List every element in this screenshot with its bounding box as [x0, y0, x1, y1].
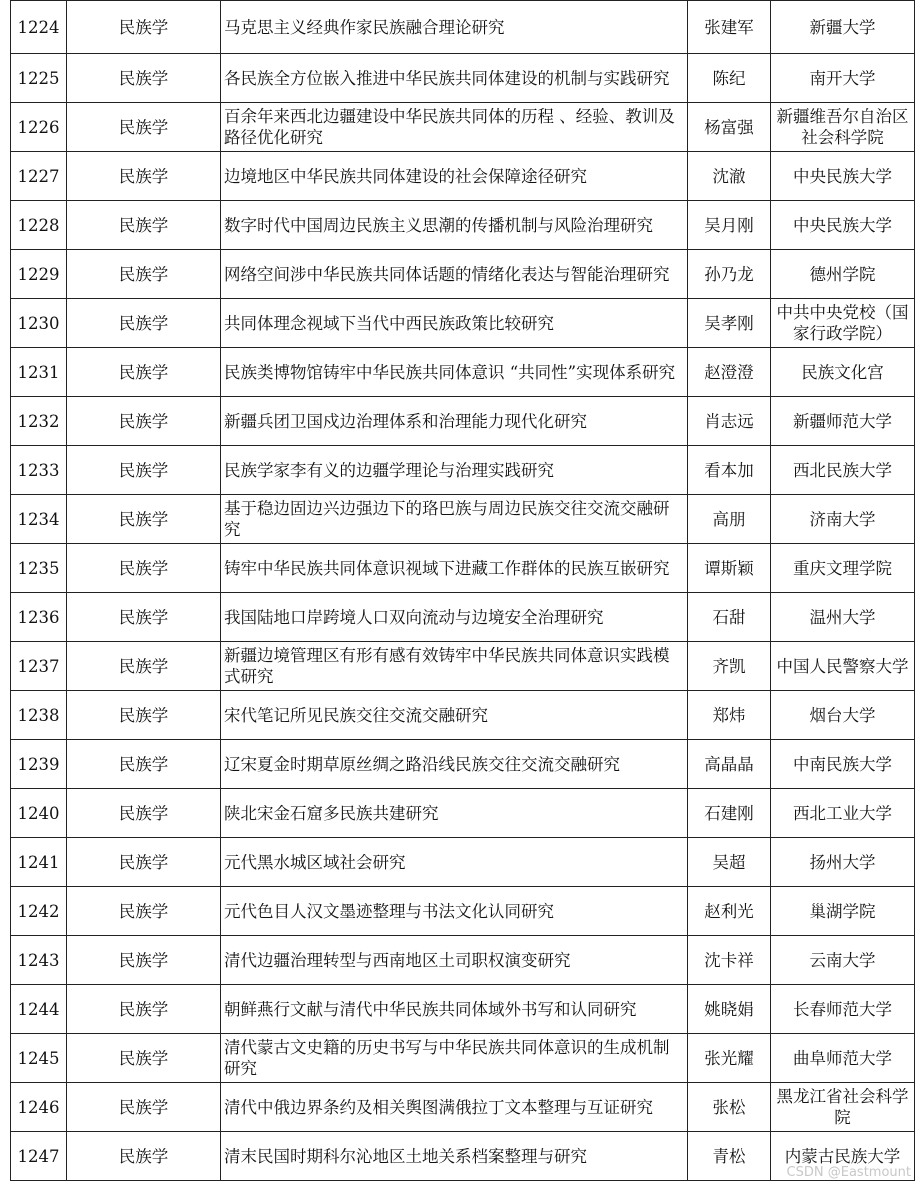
- table-row: [11, 887, 915, 936]
- institution-cell: 黑龙江省社会科学院: [771, 1083, 915, 1132]
- project-title-cell: 我国陆地口岸跨境人口双向流动与边境安全治理研究: [221, 593, 688, 642]
- project-id-cell: 1247: [11, 1132, 67, 1181]
- subject-cell: 民族学: [67, 691, 221, 740]
- project-id-cell: 1229: [11, 250, 67, 299]
- project-id-cell: 1245: [11, 1034, 67, 1083]
- table-row: [11, 250, 915, 299]
- table-row: [11, 838, 915, 887]
- project-id-cell: 1242: [11, 887, 67, 936]
- investigator-name-cell: 石建刚: [688, 789, 771, 838]
- investigator-name-cell: 石甜: [688, 593, 771, 642]
- institution-cell: 民族文化宫: [771, 348, 915, 397]
- project-title-cell: 各民族全方位嵌入推进中华民族共同体建设的机制与实践研究: [221, 54, 688, 103]
- subject-cell: 民族学: [67, 495, 221, 544]
- project-id-cell: 1240: [11, 789, 67, 838]
- investigator-name-cell: 张松: [688, 1083, 771, 1132]
- institution-cell: 中南民族大学: [771, 740, 915, 789]
- subject-cell: 民族学: [67, 446, 221, 495]
- table-row: [11, 103, 915, 152]
- subject-cell: 民族学: [67, 593, 221, 642]
- table-row: [11, 201, 915, 250]
- institution-cell: 温州大学: [771, 593, 915, 642]
- investigator-name-cell: 高晶晶: [688, 740, 771, 789]
- project-title-cell: 边境地区中华民族共同体建设的社会保障途径研究: [221, 152, 688, 201]
- institution-cell: 济南大学: [771, 495, 915, 544]
- institution-cell: 中国人民警察大学: [771, 642, 915, 691]
- project-id-cell: 1235: [11, 544, 67, 593]
- project-title-cell: 网络空间涉中华民族共同体话题的情绪化表达与智能治理研究: [221, 250, 688, 299]
- subject-cell: 民族学: [67, 1034, 221, 1083]
- institution-cell: 烟台大学: [771, 691, 915, 740]
- table-row: [11, 740, 915, 789]
- investigator-name-cell: 吴孝刚: [688, 299, 771, 348]
- project-id-cell: 1243: [11, 936, 67, 985]
- subject-cell: 民族学: [67, 397, 221, 446]
- institution-cell: 中共中央党校（国家行政学院）: [771, 299, 915, 348]
- table-row: [11, 985, 915, 1034]
- subject-cell: 民族学: [67, 54, 221, 103]
- institution-cell: 中央民族大学: [771, 152, 915, 201]
- project-id-cell: 1233: [11, 446, 67, 495]
- subject-cell: 民族学: [67, 740, 221, 789]
- project-title-cell: 清代蒙古文史籍的历史书写与中华民族共同体意识的生成机制研究: [221, 1034, 688, 1083]
- investigator-name-cell: 陈纪: [688, 54, 771, 103]
- project-id-cell: 1246: [11, 1083, 67, 1132]
- subject-cell: 民族学: [67, 985, 221, 1034]
- project-title-cell: 共同体理念视域下当代中西民族政策比较研究: [221, 299, 688, 348]
- table-row: [11, 593, 915, 642]
- project-title-cell: 铸牢中华民族共同体意识视域下进藏工作群体的民族互嵌研究: [221, 544, 688, 593]
- institution-cell: 新疆师范大学: [771, 397, 915, 446]
- project-title-cell: 元代色目人汉文墨迹整理与书法文化认同研究: [221, 887, 688, 936]
- subject-cell: 民族学: [67, 544, 221, 593]
- investigator-name-cell: 青松: [688, 1132, 771, 1181]
- subject-cell: 民族学: [67, 152, 221, 201]
- project-title-cell: 民族学家李有义的边疆学理论与治理实践研究: [221, 446, 688, 495]
- institution-cell: 重庆文理学院: [771, 544, 915, 593]
- subject-cell: 民族学: [67, 936, 221, 985]
- table-row: [11, 54, 915, 103]
- table-row: [11, 152, 915, 201]
- project-id-cell: 1227: [11, 152, 67, 201]
- investigator-name-cell: 张光耀: [688, 1034, 771, 1083]
- institution-cell: 曲阜师范大学: [771, 1034, 915, 1083]
- subject-cell: 民族学: [67, 250, 221, 299]
- investigator-name-cell: 吴月刚: [688, 201, 771, 250]
- investigator-name-cell: 赵利光: [688, 887, 771, 936]
- project-title-cell: 清末民国时期科尔沁地区土地关系档案整理与研究: [221, 1132, 688, 1181]
- project-id-cell: 1244: [11, 985, 67, 1034]
- investigator-name-cell: 肖志远: [688, 397, 771, 446]
- project-title-cell: 朝鲜燕行文献与清代中华民族共同体域外书写和认同研究: [221, 985, 688, 1034]
- table-row: [11, 936, 915, 985]
- institution-cell: 长春师范大学: [771, 985, 915, 1034]
- subject-cell: 民族学: [67, 1, 221, 54]
- subject-cell: 民族学: [67, 642, 221, 691]
- project-title-cell: 马克思主义经典作家民族融合理论研究: [221, 1, 688, 54]
- investigator-name-cell: 吴超: [688, 838, 771, 887]
- project-title-cell: 新疆兵团卫国戍边治理体系和治理能力现代化研究: [221, 397, 688, 446]
- project-title-cell: 元代黑水城区域社会研究: [221, 838, 688, 887]
- subject-cell: 民族学: [67, 887, 221, 936]
- table-row: [11, 495, 915, 544]
- project-title-cell: 陕北宋金石窟多民族共建研究: [221, 789, 688, 838]
- project-id-cell: 1225: [11, 54, 67, 103]
- project-title-cell: 新疆边境管理区有形有感有效铸牢中华民族共同体意识实践模式研究: [221, 642, 688, 691]
- subject-cell: 民族学: [67, 201, 221, 250]
- table-row: [11, 1132, 915, 1181]
- project-table: [10, 0, 915, 1181]
- project-id-cell: 1237: [11, 642, 67, 691]
- watermark: CSDN @Eastmount: [786, 1165, 911, 1180]
- table-row: [11, 1034, 915, 1083]
- project-table-body: [11, 1, 915, 1181]
- project-id-cell: 1238: [11, 691, 67, 740]
- project-id-cell: 1228: [11, 201, 67, 250]
- institution-cell: 新疆大学: [771, 1, 915, 54]
- project-id-cell: 1230: [11, 299, 67, 348]
- subject-cell: 民族学: [67, 1132, 221, 1181]
- investigator-name-cell: 沈澈: [688, 152, 771, 201]
- project-title-cell: 百余年来西北边疆建设中华民族共同体的历程 、经验、教训及路径优化研究: [221, 103, 688, 152]
- table-row: [11, 789, 915, 838]
- investigator-name-cell: 杨富强: [688, 103, 771, 152]
- project-title-cell: 基于稳边固边兴边强边下的珞巴族与周边民族交往交流交融研究: [221, 495, 688, 544]
- institution-cell: 内蒙古民族大学: [771, 1132, 915, 1181]
- investigator-name-cell: 张建军: [688, 1, 771, 54]
- table-row: [11, 642, 915, 691]
- investigator-name-cell: 高朋: [688, 495, 771, 544]
- investigator-name-cell: 郑炜: [688, 691, 771, 740]
- subject-cell: 民族学: [67, 1083, 221, 1132]
- institution-cell: 扬州大学: [771, 838, 915, 887]
- investigator-name-cell: 齐凯: [688, 642, 771, 691]
- subject-cell: 民族学: [67, 299, 221, 348]
- subject-cell: 民族学: [67, 789, 221, 838]
- institution-cell: 德州学院: [771, 250, 915, 299]
- table-row: [11, 299, 915, 348]
- project-id-cell: 1241: [11, 838, 67, 887]
- table-row: [11, 691, 915, 740]
- institution-cell: 中央民族大学: [771, 201, 915, 250]
- project-title-cell: 宋代笔记所见民族交往交流交融研究: [221, 691, 688, 740]
- investigator-name-cell: 谭斯颖: [688, 544, 771, 593]
- project-title-cell: 清代中俄边界条约及相关舆图满俄拉丁文本整理与互证研究: [221, 1083, 688, 1132]
- institution-cell: 巢湖学院: [771, 887, 915, 936]
- project-id-cell: 1231: [11, 348, 67, 397]
- project-title-cell: 清代边疆治理转型与西南地区土司职权演变研究: [221, 936, 688, 985]
- table-row: [11, 1083, 915, 1132]
- subject-cell: 民族学: [67, 103, 221, 152]
- project-id-cell: 1236: [11, 593, 67, 642]
- investigator-name-cell: 姚晓娟: [688, 985, 771, 1034]
- project-title-cell: 数字时代中国周边民族主义思潮的传播机制与风险治理研究: [221, 201, 688, 250]
- project-title-cell: 辽宋夏金时期草原丝绸之路沿线民族交往交流交融研究: [221, 740, 688, 789]
- institution-cell: 西北工业大学: [771, 789, 915, 838]
- subject-cell: 民族学: [67, 838, 221, 887]
- subject-cell: 民族学: [67, 348, 221, 397]
- table-row: [11, 446, 915, 495]
- project-id-cell: 1234: [11, 495, 67, 544]
- table-row: [11, 1, 915, 54]
- project-id-cell: 1226: [11, 103, 67, 152]
- investigator-name-cell: 看本加: [688, 446, 771, 495]
- table-row: [11, 397, 915, 446]
- table-row: [11, 544, 915, 593]
- project-id-cell: 1224: [11, 1, 67, 54]
- investigator-name-cell: 赵澄澄: [688, 348, 771, 397]
- institution-cell: 云南大学: [771, 936, 915, 985]
- table-row: [11, 348, 915, 397]
- investigator-name-cell: 沈卡祥: [688, 936, 771, 985]
- institution-cell: 新疆维吾尔自治区社会科学院: [771, 103, 915, 152]
- institution-cell: 南开大学: [771, 54, 915, 103]
- project-title-cell: 民族类博物馆铸牢中华民族共同体意识 “共同性”实现体系研究: [221, 348, 688, 397]
- project-id-cell: 1232: [11, 397, 67, 446]
- project-id-cell: 1239: [11, 740, 67, 789]
- investigator-name-cell: 孙乃龙: [688, 250, 771, 299]
- institution-cell: 西北民族大学: [771, 446, 915, 495]
